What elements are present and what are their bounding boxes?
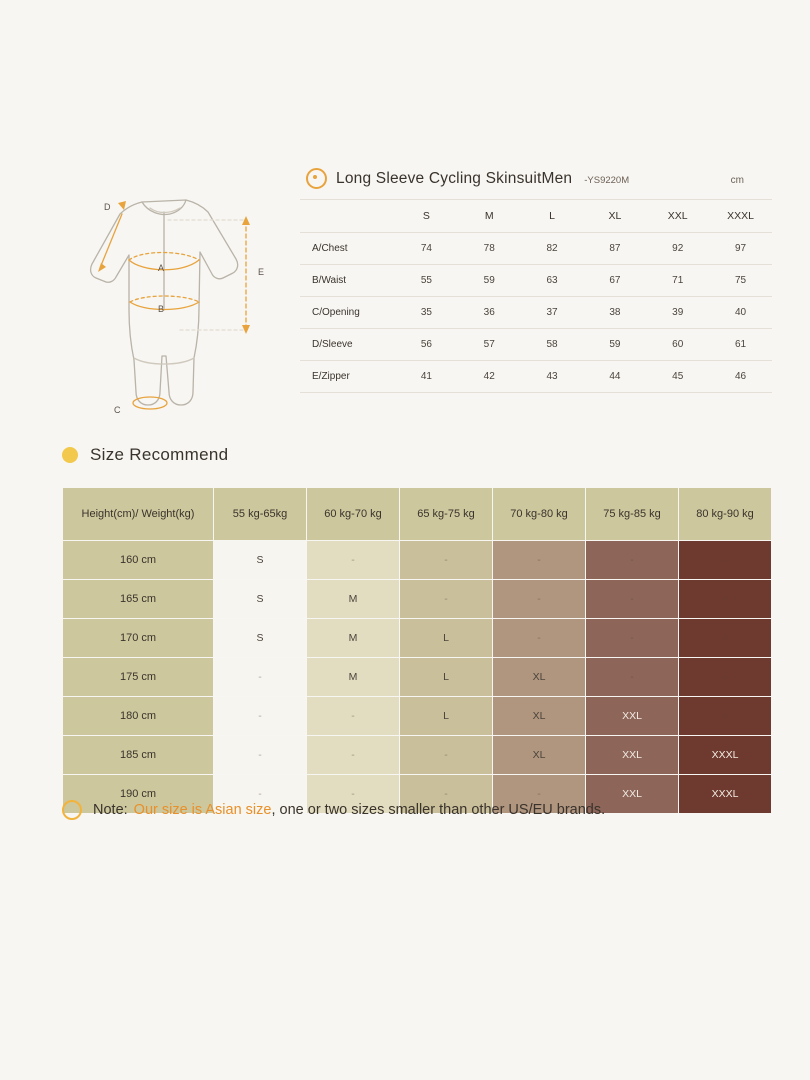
measurement-model-code: -YS9220M [584, 175, 630, 186]
note-emphasis: Our size is Asian size [133, 802, 272, 818]
recommend-row-height: 160 cm [63, 541, 214, 580]
measurement-header-row [300, 200, 772, 233]
measurement-cell: 61 [709, 329, 772, 361]
measurement-cell: 63 [521, 265, 584, 297]
measurement-header-cell: XL [583, 200, 646, 233]
measurement-header-cell [300, 200, 395, 233]
recommend-header-cell: 70 kg-80 kg [493, 488, 586, 541]
recommend-header-cell: Height(cm)/ Weight(kg) [63, 488, 214, 541]
measurement-cell: 97 [709, 233, 772, 265]
recommend-cell: XXL [586, 736, 679, 775]
recommend-cell: - [214, 697, 307, 736]
measurement-cell: 58 [521, 329, 584, 361]
recommend-row-height: 175 cm [63, 658, 214, 697]
table-row [63, 580, 772, 619]
measurement-cell: 36 [458, 297, 521, 329]
recommend-cell: S [214, 541, 307, 580]
measurement-title-row [300, 168, 772, 199]
size-recommend-heading [62, 445, 228, 465]
recommend-header-cell: 65 kg-75 kg [400, 488, 493, 541]
measurement-row-label: D/Sleeve [300, 329, 395, 361]
recommend-cell: - [400, 580, 493, 619]
measurement-row-label: B/Waist [300, 265, 395, 297]
recommend-cell: - [214, 736, 307, 775]
recommend-cell: L [400, 697, 493, 736]
recommend-cell: M [307, 619, 400, 658]
measurement-cell: 71 [646, 265, 709, 297]
recommend-header-cell: 75 kg-85 kg [586, 488, 679, 541]
measurement-cell: 59 [458, 265, 521, 297]
table-row [300, 265, 772, 297]
diagram-label-c: C [114, 405, 121, 415]
recommend-cell: XXL [586, 697, 679, 736]
recommend-row-height: 180 cm [63, 697, 214, 736]
measurement-header-cell: XXXL [709, 200, 772, 233]
note-label: Note: [93, 802, 128, 818]
recommend-cell: XL [493, 658, 586, 697]
recommend-cell: XXXL [679, 736, 772, 775]
measurement-cell: 41 [395, 361, 458, 393]
recommend-cell: - [586, 619, 679, 658]
recommend-header-cell: 60 kg-70 kg [307, 488, 400, 541]
measurement-cell: 59 [583, 329, 646, 361]
recommend-cell: - [400, 775, 493, 814]
measurement-header-cell: XXL [646, 200, 709, 233]
recommend-cell: - [400, 736, 493, 775]
measurement-title: Long Sleeve Cycling SkinsuitMen [336, 169, 573, 187]
recommend-cell: XL [493, 736, 586, 775]
recommend-cell: - [586, 658, 679, 697]
recommend-cell: M [307, 580, 400, 619]
measurement-cell: 55 [395, 265, 458, 297]
measurement-cell: 37 [521, 297, 584, 329]
recommend-cell: - [307, 541, 400, 580]
recommend-cell: - [307, 775, 400, 814]
note-rest: , one or two sizes smaller than other US/EU brands. [271, 802, 606, 818]
diagram-label-d: D [104, 202, 111, 212]
size-recommend-table-block [62, 487, 772, 814]
recommend-header-cell: 80 kg-90 kg [679, 488, 772, 541]
recommend-cell: - [679, 697, 772, 736]
measurement-table-block [300, 168, 772, 393]
measurement-cell: 42 [458, 361, 521, 393]
recommend-cell: - [214, 658, 307, 697]
recommend-cell: XXXL [679, 775, 772, 814]
measurement-cell: 38 [583, 297, 646, 329]
measurement-cell: 87 [583, 233, 646, 265]
measurement-cell: 45 [646, 361, 709, 393]
recommend-cell: - [493, 580, 586, 619]
measurement-cell: 43 [521, 361, 584, 393]
table-row [63, 697, 772, 736]
note-line [62, 800, 605, 820]
diagram-label-e: E [258, 267, 265, 277]
recommend-cell: - [679, 580, 772, 619]
measurement-cell: 40 [709, 297, 772, 329]
table-row [63, 541, 772, 580]
recommend-cell: L [400, 658, 493, 697]
measurement-cell: 35 [395, 297, 458, 329]
measurement-cell: 44 [583, 361, 646, 393]
info-icon [62, 800, 82, 820]
recommend-cell: - [679, 619, 772, 658]
target-icon [306, 168, 327, 189]
recommend-row-height: 170 cm [63, 619, 214, 658]
recommend-row-height: 165 cm [63, 580, 214, 619]
recommend-cell: S [214, 619, 307, 658]
table-row [63, 658, 772, 697]
recommend-cell: - [493, 541, 586, 580]
measurement-cell: 74 [395, 233, 458, 265]
measurement-header-cell: S [395, 200, 458, 233]
table-row [63, 619, 772, 658]
recommend-header-cell: 55 kg-65kg [214, 488, 307, 541]
recommend-header-row [63, 488, 772, 541]
recommend-cell: - [586, 580, 679, 619]
table-row [300, 297, 772, 329]
measurement-row-label: C/Opening [300, 297, 395, 329]
size-recommend-table [62, 487, 772, 814]
recommend-cell: XL [493, 697, 586, 736]
measurement-cell: 67 [583, 265, 646, 297]
measurement-cell: 57 [458, 329, 521, 361]
bullet-icon [62, 447, 78, 463]
recommend-cell: S [214, 580, 307, 619]
recommend-row-height: 185 cm [63, 736, 214, 775]
measurement-header-cell: M [458, 200, 521, 233]
recommend-cell: - [214, 775, 307, 814]
measurement-cell: 60 [646, 329, 709, 361]
measurement-cell: 82 [521, 233, 584, 265]
measurement-row-label: A/Chest [300, 233, 395, 265]
measurement-cell: 92 [646, 233, 709, 265]
recommend-cell: - [679, 541, 772, 580]
recommend-row-height: 190 cm [63, 775, 214, 814]
measurement-section [0, 150, 810, 420]
table-row [300, 361, 772, 393]
recommend-cell: XXL [586, 775, 679, 814]
recommend-cell: - [400, 541, 493, 580]
garment-diagram [30, 160, 295, 425]
recommend-cell: - [307, 697, 400, 736]
recommend-body [63, 541, 772, 814]
measurement-cell: 46 [709, 361, 772, 393]
measurement-unit: cm [730, 174, 744, 186]
recommend-cell: - [493, 619, 586, 658]
page-title: Size Recommend [90, 445, 229, 464]
table-row [300, 329, 772, 361]
table-row [300, 233, 772, 265]
recommend-cell: - [307, 736, 400, 775]
recommend-cell: - [586, 541, 679, 580]
measurement-cell: 75 [709, 265, 772, 297]
diagram-label-a: A [158, 263, 165, 273]
measurement-table [300, 199, 772, 393]
measurement-cell: 39 [646, 297, 709, 329]
recommend-cell: - [493, 775, 586, 814]
recommend-cell: - [679, 658, 772, 697]
measurement-cell: 78 [458, 233, 521, 265]
diagram-label-b: B [158, 304, 165, 314]
table-row [63, 736, 772, 775]
recommend-cell: L [400, 619, 493, 658]
recommend-cell: M [307, 658, 400, 697]
measurement-cell: 56 [395, 329, 458, 361]
measurement-header-cell: L [521, 200, 584, 233]
measurement-row-label: E/Zipper [300, 361, 395, 393]
